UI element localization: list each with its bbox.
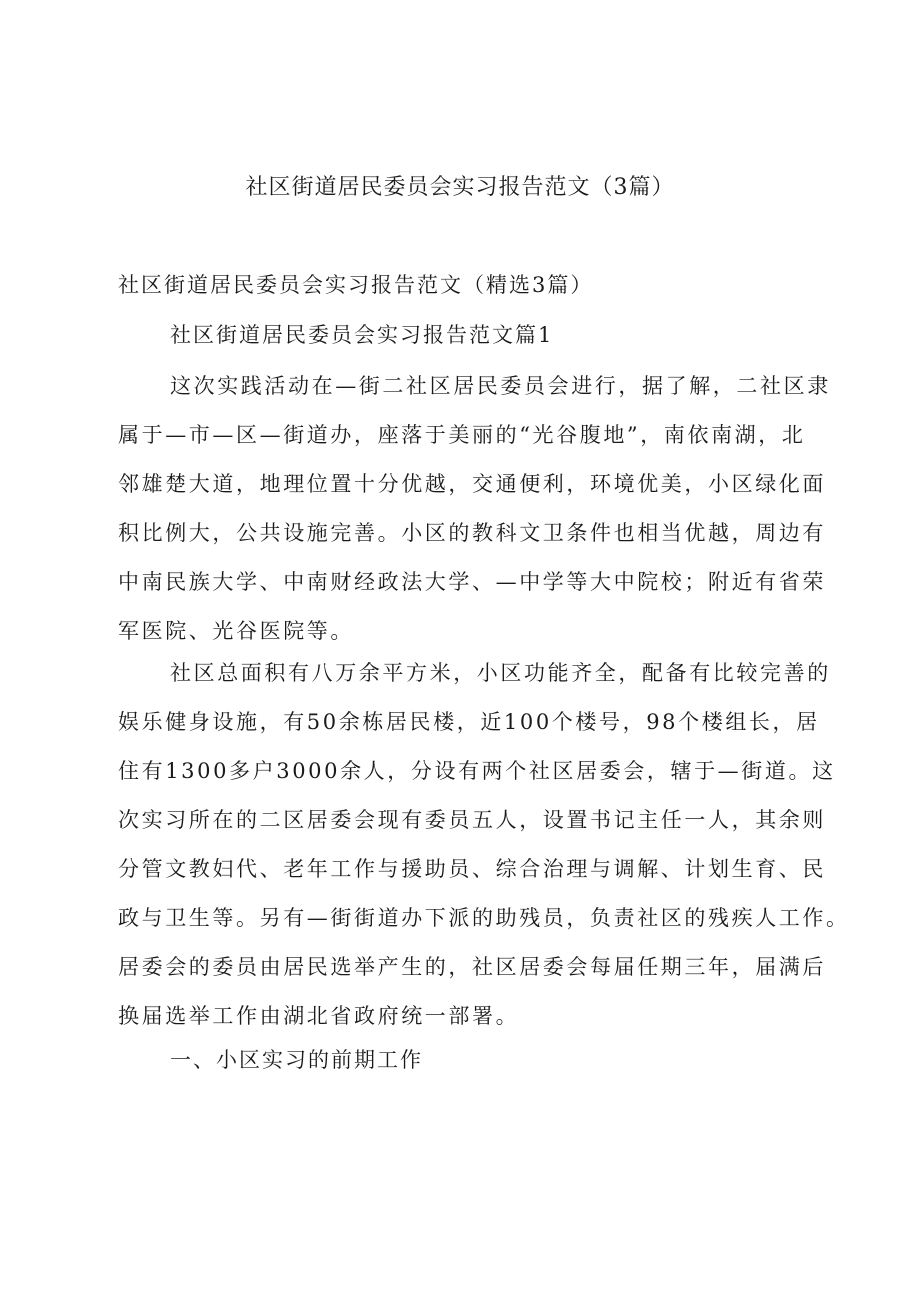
section-heading: 一、小区实习的前期工作 (170, 1048, 423, 1072)
document-title: 社区街道居民委员会实习报告范文（3篇） (245, 175, 675, 200)
paragraph-line: 次实习所在的二区居委会现有委员五人，设置书记主任一人，其余则 (118, 808, 826, 832)
paragraph-line: 这次实践活动在—街二社区居民委员会进行，据了解，二社区隶 (170, 374, 831, 398)
paragraph-2 (118, 649, 850, 1041)
paragraph-line: 分管文教妇代、老年工作与援助员、综合治理与调解、计划生育、民 (118, 857, 826, 881)
paragraph-line: 邻雄楚大道，地理位置十分优越，交通便利，环境优美，小区绿化面 (118, 472, 826, 496)
paragraph-line: 属于—市—区—街道办，座落于美丽的“光谷腹地”，南依南湖，北 (118, 423, 806, 447)
paragraph-line: 住有1300多户3000余人，分设有两个社区居委会，辖于—街道。这 (118, 759, 836, 783)
paragraph-line: 积比例大，公共设施完善。小区的教科文卫条件也相当优越，周边有 (118, 521, 826, 545)
paragraph-line: 社区总面积有八万余平方米，小区功能齐全，配备有比较完善的 (170, 661, 831, 685)
document-subtitle: 社区街道居民委员会实习报告范文（精选3篇） (118, 273, 594, 297)
paragraph-1 (118, 362, 838, 656)
paragraph-line: 军医院、光谷医院等。 (118, 619, 354, 643)
paragraph-line: 换届选举工作由湖北省政府统一部署。 (118, 1004, 520, 1028)
paragraph-line: 中南民族大学、中南财经政法大学、—中学等大中院校；附近有省荣 (118, 570, 826, 594)
paragraph-line: 政与卫生等。另有—街街道办下派的助残员，负责社区的残疾人工作。 (118, 906, 850, 930)
section-title: 社区街道居民委员会实习报告范文篇1 (170, 323, 554, 347)
paragraph-line: 居委会的委员由居民选举产生的，社区居委会每届任期三年，届满后 (118, 955, 826, 979)
paragraph-line: 娱乐健身设施，有50余栋居民楼，近100个楼号，98个楼组长，居 (118, 710, 820, 734)
